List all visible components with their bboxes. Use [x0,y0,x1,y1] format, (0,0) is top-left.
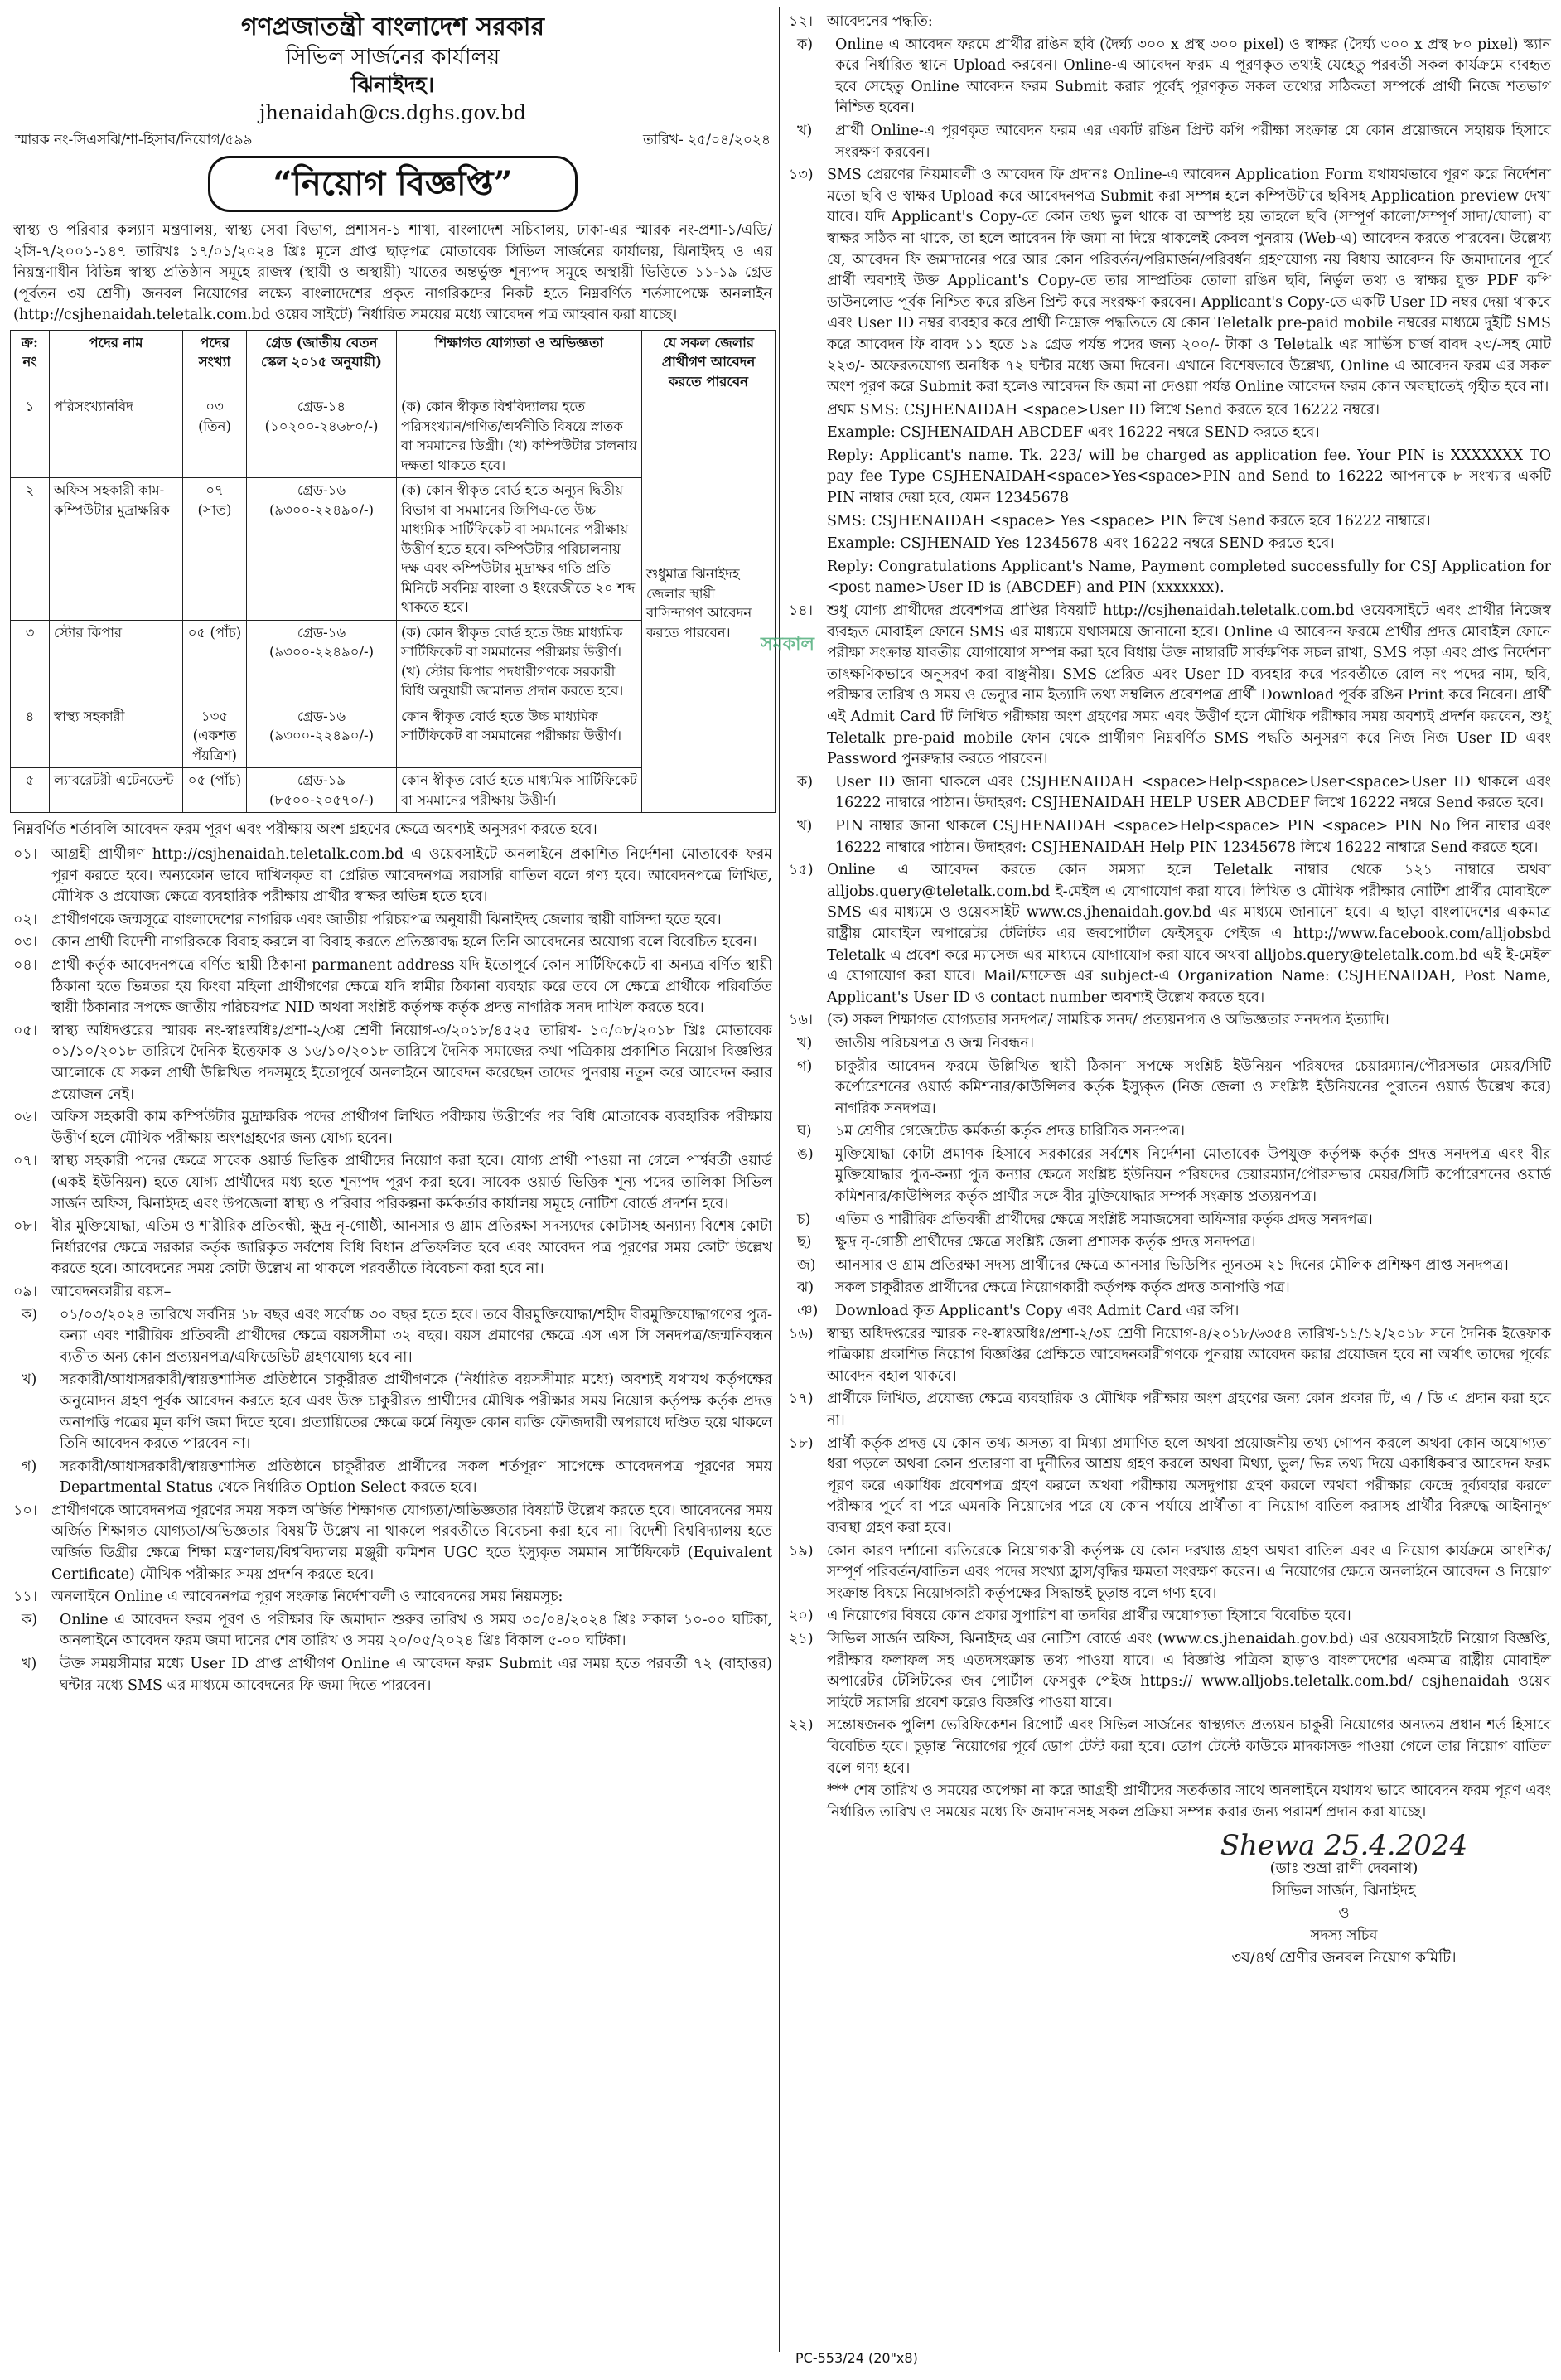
condition-text: ১ম শ্রেণীর গেজেটেড কর্মকর্তা কর্তৃক প্রদত্ত চারিত্রিক সনদপত্র। [835,1123,1186,1140]
condition-number [789,511,827,533]
condition-number: খ) [797,817,813,834]
condition-number: ১২। [789,13,813,30]
cell-count: ০৭ (সাত) [183,478,247,621]
left-conditions-list [10,844,776,1696]
cell-count: ১৩৫ (একশত পঁয়ত্রিশ) [183,704,247,768]
condition-item [789,557,1551,599]
condition-text: PIN নাম্বার জানা থাকলে CSJHENAIDAH <space>Help<space> PIN <space> PIN No পিন নাম্বার এবং 16222 নাম্বারে পাঠান। উদাহরণ: CSJHENAIDAH Help PIN 12345678 লিখে 16222 নাম্বারে Send করতে হবে। [835,817,1551,856]
condition-number: ঙ) [797,1145,814,1163]
condition-number: ২০) [789,1608,814,1625]
condition-number [789,423,827,444]
condition-number: ছ) [797,1234,812,1251]
condition-item [789,1278,1551,1299]
cell-qualification: (ক) কোন স্বীকৃত বোর্ড হতে উচ্চ মাধ্যমিক সার্টিফিকেট বা সমমানের পরীক্ষায় উত্তীর্ণ। (খ) স্টোর কিপার পদধারীগণকে সরকারী বিধি অনুযায়ী জামানত প্রদান করতে হবে। [397,620,642,704]
condition-text: স্বাস্থ্য অধিদপ্তরের স্মারক নং-স্বাঃঅধিঃ/প্রশা-২/৩য় শ্রেণী নিয়োগ-৩/২০১৮/৪৫২৫ তারিখ- ১০/০৮/২০১৮ খ্রিঃ মোতাবেক ০১/১০/২০১৮ তারিখে দৈনিক ইত্তেফাক ও ১৬/১০/২০১৮ তারিখে দৈনিক সমাজের কথা পত্রিকায় প্রকাশিত নিয়োগ বিজ্ঞপ্তির আলোকে যে সকল প্রার্থী উল্লিখিত পদসমূহে ইতোপূর্বে অনলাইনে আবেদন করেছেন তাদের পুনরায় নতুন করে আবেদন করার প্রয়োজন নেই। [51,1022,772,1103]
condition-item [789,1255,1551,1277]
condition-text: প্রার্থী কর্তৃক আবেদনপত্রে বর্ণিত স্থায়ী ঠিকানা parmanent address যদি ইতোপূর্বে কোন সার্টিফিকেটে বা অন্যত্র বর্ণিত স্থায়ী ঠিকানা হতে ভিন্নতর হয় কিংবা মহিলা প্রার্থীগণের ক্ষেত্রে যদি স্বামীর ঠিকানা ব্যবহার করে তবে সে ক্ষেত্রে প্রার্থীকে পরিবর্তিত স্থায়ী ঠিকানার সপক্ষে জাতীয় পরিচয়পত্র NID অথবা সংশ্লিষ্ট কর্তৃপক্ষ কর্তৃক প্রদত্ত নাগরিক সনদ দাখিল করতে হবে। [51,957,772,1017]
cell-grade: গ্রেড-১৬ (৯৩০০-২২৪৯০/-) [247,620,397,704]
condition-item [789,1121,1551,1143]
office-name: সিভিল সার্জনের কার্যালয় [285,45,500,70]
condition-text: Example: CSJHENAIDAH ABCDEF এবং 16222 নম্বরে SEND করতে হবে। [827,424,1320,442]
column-divider [779,7,780,2352]
government-name: গণপ্রজাতন্ত্রী বাংলাদেশ সরকার [241,12,544,41]
condition-text: প্রার্থী কর্তৃক প্রদত্ত যে কোন তথ্য অসত্য বা মিথ্যা প্রমাণিত হলে অথবা প্রয়োজনীয় তথ্য গোপন করলে অথবা কোন অযোগ্যতা ধরা পড়লে অথবা কোন প্রতারণা বা দুর্নীতির আশ্রয় গ্রহণ করলে অথবা মিথ্যা, ভুল/ ভিন্ন তথ্য দিয়ে একাধিকবার আবেদন ফরম পূরণ করে একাধিক প্রবেশপত্র গ্রহণ করলে অথবা পরীক্ষায় অসদুপায় গ্রহণ করলে অথবা পরীক্ষার কেন্দ্রে দুর্ব্যবহার করলে পরীক্ষার পূর্বে বা পরে এমনকি নিয়োগের পরে যে কোন পর্যায়ে প্রার্থীতা বা নিয়োগ বাতিল করাসহ প্রার্থীর বিরুদ্ধে আইনানুগ ব্যবস্থা গ্রহণ করা হবে। [827,1434,1551,1536]
condition-text: বীর মুক্তিযোদ্ধা, এতিম ও শারীরিক প্রতিবন্ধী, ক্ষুদ্র নৃ-গোষ্ঠী, আনসার ও গ্রাম প্রতিরক্ষা সদস্যদের কোটাসহ অন্যান্য বিশেষ কোটা নির্ধারণের ক্ষেত্রে সরকার কর্তৃক জারিকৃত সর্বশেষ বিধি বিধান প্রতিফলিত হবে এবং আবেদন পত্র পূরণের সময় কোটা উল্লেখ করতে হবে। আবেদনের সময় কোটা উল্লেখ না থাকলে পরবর্তীতে বিবেচনা করা হবে না। [51,1218,772,1278]
condition-text: Online এ আবেদন করতে কোন সমস্যা হলে Teletalk নাম্বার থেকে ১২১ নাম্বারে অথবা alljobs.query@teletalk.com.bd ই-মেইল এ যোগাযোগ করা যাবে। লিখিত ও মৌখিক পরীক্ষার নোটিশ প্রার্থীর মোবাইলে SMS এর মাধ্যমে ও ওয়েবসাইট www.cs.jhenaidah.gov.bd এর মাধ্যমে জানানো হবে। এ ছাড়া বাংলাদেশের একমাত্র রাষ্ট্রীয় মোবাইল অপারেটর টেলিটক এর জবপোর্টাল ফেইসবুক পেইজ এ http://www.facebook.com/alljobsbd Teletalk এ প্রবেশ করে ম্যাসেজ এর মাধ্যমে যোগাযোগ করা যাবে অথবা alljobs.query@teletalk.com.bd এই ই-মেইল এ যোগাযোগ করা যাবে। Mail/ম্যাসেজ এর subject-এ Organization Name: CSJHENAIDAH, Post Name, Applicant's User ID ও contact number অবশ্যই উল্লেখ করতে হবে। [827,862,1551,1006]
condition-text: (ক) সকল শিক্ষাগত যোগ্যতার সনদপত্র/ সাময়িক সনদ/ প্রত্যয়নপত্র ও অভিজ্ঞতার সনদপত্র ইত্যাদি। [827,1012,1389,1029]
condition-item [789,772,1551,815]
condition-text: চাকুরীর আবেদন ফরমে উল্লিখিত স্থায়ী ঠিকানা সপক্ষে সংশ্লিষ্ট ইউনিয়ন পরিষদের চেয়ারম্যান/পৌরসভার মেয়র/সিটি কর্পোরেশনের ওয়ার্ড কমিশনার/কাউন্সিলর কর্তৃক ইস্যুকৃত (নিজ জেলা ও সংশ্লিষ্ট ইউনিয়নের পুরাতন ওয়ার্ড উল্লেখ করে) নাগরিক সনদপত্র। [835,1057,1551,1117]
condition-item [13,1021,772,1105]
col-header-count: পদের সংখ্যা [183,330,247,394]
condition-item [13,1457,772,1499]
cell-sl: ৩ [11,620,50,704]
condition-item [789,165,1551,399]
condition-item [789,1232,1551,1254]
cell-sl: ৫ [11,768,50,813]
condition-item [789,534,1551,555]
condition-text: Reply: Applicant's name. Tk. 223/ will be charged as application fee. Your PIN is XXXXXXX TO pay fee Type CSJHENAIDAH<space>Yes<space>PIN and Send to 16222 আপনাকে ৮ সংখ্যার একটি PIN নাম্বার দেয়া হবে, যেমন 12345678 [827,447,1551,507]
cell-count: ০৩ (তিন) [183,394,247,478]
condition-number [789,1781,827,1823]
condition-number: ১৫) [789,862,814,879]
condition-item [789,35,1551,119]
condition-text: User ID জানা থাকলে এবং CSJHENAIDAH <space>Help<space>User<space>User ID থাকলে এবং 16222 নাম্বারে পাঠান। উদাহরণ: CSJHENAIDAH HELP USER ABCDEF লিখে 16222 নম্বরে Send করতে হবে। [835,773,1551,812]
condition-number: গ) [22,1458,37,1475]
condition-text: সরকারী/আধাসরকারী/স্বায়ত্তশাসিত প্রতিষ্ঠানে চাকুরীরত প্রার্থীদের সকল শর্তপূরণ সাপেক্ষে আবেদনপত্র পূরণের সময় Departmental Status থেকে নির্ধারিত Option Select করতে হবে। [60,1458,772,1497]
condition-item [789,816,1551,859]
condition-number: খ) [797,122,813,139]
office-email: jhenaidah@cs.dghs.gov.bd [259,101,527,124]
condition-item [789,446,1551,510]
signatory-role: সদস্য সচিব [1310,1927,1378,1945]
condition-number: ০৮। [13,1218,37,1236]
condition-number: ০৭। [13,1153,38,1170]
condition-number: ০৯। [13,1283,37,1300]
cell-sl: ১ [11,394,50,478]
cell-post: অফিস সহকারী কাম-কম্পিউটার মুদ্রাক্ষরিক [50,478,183,621]
col-header-district: যে সকল জেলার প্রার্থীগণ আবেদন করতে পারবেন [642,330,776,394]
condition-number: ক) [797,36,814,53]
left-column [10,12,776,2347]
cell-sl: ২ [11,478,50,621]
condition-text: ০১/০৩/২০২৪ তারিখে সর্বনিম্ন ১৮ বছর এবং সর্বোচ্চ ৩০ বছর হতে হবে। তবে বীরমুক্তিযোদ্ধা/শহীদ বীরমুক্তিযোদ্ধাগণের পুত্র-কন্যা এবং শারীরিক প্রতিবন্ধী প্রার্থীদের ক্ষেত্রে বয়সসীমা ৩২ বছর। বয়স প্রমাণের ক্ষেত্রে এস এস সি সনদপত্র/জন্মনিবন্ধন ব্যতীত অন্য কোন প্রত্যয়নপত্র/এফিডেভিট গ্রহণযোগ্য হবে না। [60,1306,772,1366]
cell-qualification: কোন স্বীকৃত বোর্ড হতে মাধ্যমিক সার্টিফিকেট বা সমমানের পরীক্ষায় উত্তীর্ণ। [397,768,642,813]
condition-text: Online এ আবেদন ফরমে প্রার্থীর রঙিন ছবি (দৈর্ঘ্য ৩০০ x প্রস্থ ৩০০ pixel) ও স্বাক্ষর (দৈর্ঘ্য ৩০০ x প্রস্থ ৮০ pixel) স্ক্যান করে নির্ধারিত স্থানে Upload করবেন। Online-এ আবেদন ফরম এ পূরণকৃত তথ্যই যেহেতু পরবর্তী সকল কার্যক্রমে ব্যবহৃত হবে সেহেতু Online আবেদন ফরম Submit করার পূর্বেই পূরণকৃত সকল তথ্যের সঠিকতা সম্পর্কে প্রার্থী নিজে শতভাগ নিশ্চিত হবেন। [835,36,1551,117]
condition-number [789,400,827,422]
condition-item [789,1629,1551,1714]
condition-text: প্রার্থীগণকে জন্মসূত্রে বাংলাদেশের নাগরিক এবং জাতীয় পরিচয়পত্র অনুযায়ী ঝিনাইদহ জেলার স্থায়ী বাসিন্দা হতে হবে। [51,911,722,928]
condition-number: ক) [22,1306,38,1323]
condition-text: কোন কারণ দর্শানো ব্যতিরেকে নিয়োগকারী কর্তৃপক্ষ যে কোন দরখাস্ত গ্রহণ অথবা বাতিল এবং এ নিয়োগ কার্যক্রমে আংশিক/সম্পূর্ণ পরিবর্তন/বাতিল এবং পদের সংখ্যা হ্রাস/বৃদ্ধির ক্ষমতা সংরক্ষণ করেন। এ নিয়োগের ক্ষেত্রে অনলাইনে আবেদন ও নিয়োগ সংক্রান্ত বিষয়ে নিয়োগকারী কর্তৃপক্ষের সিদ্ধান্তই চূড়ান্ত বলে গণ্য হবে। [827,1542,1551,1602]
cell-post: ল্যাবরেটরী এটেনডেন্ট [50,768,183,813]
condition-number: ১১। [13,1589,37,1606]
memo-number: স্মারক নং-সিএসঝি/শা-হিসাব/নিয়োগ/৫৯৯ [15,132,253,148]
memo-date: তারিখ- ২৫/০৪/২০২৪ [642,132,771,148]
condition-item [13,1305,772,1369]
condition-number: গ) [797,1057,813,1075]
conditions-title: নিম্নবর্ণিত শর্তাবলি আবেদন ফরম পূরণ এবং পরীক্ষায় অংশ গ্রহণের ক্ষেত্রে অবশ্যই অনুসরণ করতে হবে। [13,821,597,839]
cell-count: ০৫ (পাঁচ) [183,768,247,813]
condition-number: ঞ) [797,1303,819,1320]
condition-item [13,955,772,1019]
condition-item [13,1501,772,1585]
condition-text: এতিম ও শারীরিক প্রতিবন্ধী প্রার্থীদের ক্ষেত্রে সংশ্লিষ্ট সমাজসেবা অফিসার কর্তৃক প্রদত্ত সনদপত্র। [835,1211,1373,1228]
condition-item [13,1107,772,1149]
condition-number [789,557,827,599]
condition-item [13,910,772,931]
condition-item [789,121,1551,163]
condition-text: এ নিয়োগের বিষয়ে কোন প্রকার সুপারিশ বা তদবির প্রার্থীর অযোগ্যতা হিসাবে বিবেচিত হবে। [827,1608,1351,1625]
cell-sl: ৪ [11,704,50,768]
condition-number: ১৪। [789,602,813,620]
condition-text: Reply: Congratulations Applicant's Name, Payment completed successfully for CSJ Application for <post name>User ID is (ABCDEF) and PIN (xxxxxxx). [827,558,1551,597]
condition-text: প্রার্থীগণকে আবেদনপত্র পূরণের সময় সকল অর্জিত শিক্ষাগত যোগ্যতা/অভিজ্ঞতার বিষয়টি উল্লেখ করতে হবে। আবেদনের সময় অর্জিত শিক্ষাগত যোগ্যতা/অভিজ্ঞতার বিষয়টি উল্লেখ না থাকলে পরবর্তীতে বিবেচনা করা হবে না। বিদেশী বিশ্ববিদ্যালয় হতে অর্জিত ডিগ্রীর ক্ষেত্রে শিক্ষা মন্ত্রণালয়/বিশ্ববিদ্যালয় মঞ্জুরী কমিশন UGC হতে ইস্যুকৃত সমমান সার্টিফিকেট (Equivalent Certificate) মৌখিক পরীক্ষার সময় প্রদর্শন করতে হবে। [51,1502,772,1583]
condition-number [789,446,827,510]
condition-item [789,1434,1551,1540]
condition-text: অফিস সহকারী কাম কম্পিউটার মুদ্রাক্ষরিক পদের প্রার্থীগণ লিখিত পরীক্ষায় উত্তীর্ণের পর বিধি মোতাবেক ব্যবহারিক পরীক্ষায় উত্তীর্ণ হলে মৌখিক পরীক্ষায় অংশগ্রহণের জন্য যোগ্য হবেন। [51,1109,772,1147]
cell-grade: গ্রেড-১৬ (৯৩০০-২২৪৯০/-) [247,704,397,768]
condition-number: ০৪। [13,957,37,975]
condition-item [789,1210,1551,1231]
condition-text: সরকারী/আধাসরকারী/স্বায়ত্তশাসিত প্রতিষ্ঠানে চাকুরীরত প্রার্থীগণকে (নির্ধারিত বয়সসীমার মধ্যে) অবশ্যই যথাযথ কর্তৃপক্ষের অনুমোদন গ্রহণ পূর্বক আবেদন করতে হবে এবং উক্ত চাকুরীরত প্রার্থীদের মৌখিক পরীক্ষার সময় নিয়োগ কর্তৃপক্ষ কর্তৃক প্রদত্ত অনাপত্তি পত্রের মূল কপি জমা দিতে হবে। প্রত্যায়িতের ক্ষেত্রে কর্মে নিযুক্ত কোন ব্যক্তি ফৌজদারী অপরাধে দণ্ডিত হয়ে থাকলে তিনি আবেদন করতে পারবেন না। [60,1371,772,1453]
condition-text: *** শেষ তারিখ ও সময়ের অপেক্ষা না করে আগ্রহী প্রার্থীদের সতর্কতার সাথে অনলাইনে যথাযথ ভাবে আবেদন ফরম পূরণ এবং নির্ধারিত তারিখ ও সময়ের মধ্যে ফি জমাদানসহ সকল প্রক্রিয়া সম্পন্ন করার জন্য পরামর্শ প্রদান করা যাচ্ছে। [827,1783,1551,1821]
condition-number: ১৮) [789,1434,814,1452]
condition-item [13,1151,772,1215]
table-header-row [11,330,776,394]
condition-item [13,1610,772,1652]
condition-item [789,1144,1551,1208]
cell-post: স্বাস্থ্য সহকারী [50,704,183,768]
col-header-grade: গ্রেড (জাতীয় বেতন স্কেল ২০১৫ অনুযায়ী) [247,330,397,394]
condition-text: অনলাইনে Online এ আবেদনপত্র পূরণ সংক্রান্ত নির্দেশাবলী ও আবেদনের সময় নিয়মসূচ: [51,1589,563,1606]
condition-text: সকল চাকুরীরত প্রার্থীদের ক্ষেত্রে নিয়োগকারী কর্তৃপক্ষ কর্তৃক প্রদত্ত অনাপত্তি পত্র। [835,1279,1290,1297]
condition-item [13,1282,772,1304]
print-code: PC-553/24 (20"x8) [795,2350,918,2366]
condition-number: ১৬) [789,1325,814,1342]
condition-item [13,1370,772,1454]
header [10,12,776,126]
condition-number: ক) [22,1611,38,1628]
cell-qualification: (ক) কোন স্বীকৃত বিশ্ববিদ্যালয় হতে পরিসংখ্যান/গণিত/অর্থনীতি বিষয়ে স্নাতক বা সমমানের ডিগ্রী। (খ) কম্পিউটার চালনায় দক্ষতা থাকতে হবে। [397,394,642,478]
condition-item [789,1715,1551,1779]
condition-item [789,1010,1551,1032]
condition-text: জাতীয় পরিচয়পত্র ও জন্ম নিবন্ধন। [835,1034,1034,1052]
condition-text: আগ্রহী প্রার্থীগণ http://csjhenaidah.teletalk.com.bd এ ওয়েবসাইটে অনলাইনে প্রকাশিত নির্দেশনা মোতাবেক ফরম পূরণ করতে হবে। অন্যকোন ভাবে দাখিলকৃত বা প্রেরিত আবেদনপত্র সরাসরি বাতিল বলে গণ্য হবে। আবেদনপত্রে লিখিত, মৌখিক ও প্রযোজ্য ক্ষেত্রে ব্যবহারিক পরীক্ষায় প্রার্থীর স্বাক্ষর অভিন্ন হতে হবে। [51,846,772,906]
signatory-committee: ৩য়/৪র্থ শ্রেণীর জনবল নিয়োগ কমিটি। [1231,1949,1457,1967]
condition-text: Download কৃত Applicant's Copy এবং Admit Card এর কপি। [835,1303,1240,1320]
condition-number: ২২) [789,1717,814,1734]
condition-item [789,1541,1551,1605]
condition-text: আবেদনের পদ্ধতি: [827,13,933,30]
condition-item [13,1217,772,1280]
condition-item [789,12,1551,33]
right-column [785,12,1554,2347]
condition-number: ঘ) [797,1123,812,1140]
cell-grade: গ্রেড-১৯ (৮৫০০-২০৫৭০/-) [247,768,397,813]
cell-qualification: (ক) কোন স্বীকৃত বোর্ড হতে অন্যূন দ্বিতীয় বিভাগ বা সমমানের জিপিএ-তে উচ্চ মাধ্যমিক সার্টিফিকেট বা সমমানের পরীক্ষায় উত্তীর্ণ হতে হবে। কম্পিউটার পরিচালনায় দক্ষ এবং কম্পিউটার মুদ্রাক্ষর গতি প্রতি মিনিটে সর্বনিম্ন বাংলা ও ইংরেজীতে ২০ শব্দ থাকতে হবে। [397,478,642,621]
condition-item [789,860,1551,1009]
cell-grade: গ্রেড-১৬ (৯৩০০-২২৪৯০/-) [247,478,397,621]
condition-number: ১০। [13,1502,37,1519]
col-header-sl: ক্র: নং [11,330,50,394]
cell-post: পরিসংখ্যানবিদ [50,394,183,478]
condition-text: সিভিল সার্জন অফিস, ঝিনাইদহ এর নোটিশ বোর্ডে এবং (www.cs.jhenaidah.gov.bd) এর ওয়েবসাইটে নিয়োগ বিজ্ঞপ্তি, পরীক্ষার ফলাফল সহ এতদসংক্রান্ত তথ্য পাওয়া যাবে। এ বিজ্ঞপ্তি পত্রিকা ছাড়াও বাংলাদেশের একমাত্র রাষ্ট্রীয় মোবাইল অপারেটর টেলিটকের জব পোর্টাল ফেসবুক পেইজ https:// www.alljobs.teletalk.com.bd/ csjhenaidah ওয়েব সাইটে সরাসরি প্রবেশ করেও বিজ্ঞপ্তি পাওয়া যাবে। [827,1630,1551,1711]
condition-text: আনসার ও গ্রাম প্রতিরক্ষা সদস্য প্রার্থীদের ক্ষেত্রে আনসার ভিডিপির ন্যূনতম ২১ দিনের মৌলিক প্রশিক্ষণ প্রাপ্ত সনদপত্র। [835,1256,1509,1274]
condition-text: আবেদনকারীর বয়স– [51,1283,172,1300]
signatory-and: ও [1338,1904,1350,1923]
condition-item [789,1781,1551,1823]
condition-number: ১৭) [789,1391,814,1408]
condition-text: স্বাস্থ্য অধিদপ্তরের স্মারক নং-স্বাঃঅধিঃ/প্রশা-২/৩য় শ্রেণী নিয়োগ-৪/২০১৮/৬৩৫৪ তারিখ-১১/১২/২০১৮ সনে দৈনিক ইত্তেফাক পত্রিকায় প্রকাশিত নিয়োগ বিজ্ঞপ্তির প্রেক্ষিতে আবেদনকারীগণকে পুনরায় আবেদন করার প্রয়োজন হবে না অর্থাৎ তাদের পূর্বের আবেদন বহাল থাকবে। [827,1325,1551,1385]
condition-text: মুক্তিযোদ্ধা কোটা প্রমাণক হিসাবে সরকারের সর্বশেষ নির্দেশনা মোতাবেক উপযুক্ত কর্তৃপক্ষ কর্তৃক প্রদত্ত সনদপত্র এবং বীর মুক্তিযোদ্ধার পুত্র-কন্যা পুত্র কন্যার ক্ষেত্রে সংশ্লিষ্ট ইউনিয়ন পরিষদের চেয়ারম্যান/পৌরসভার মেয়র/সিটি কর্পোরেশনের ওয়ার্ড কমিশনার/কাউন্সিলর কর্তৃক প্রার্থীর সঙ্গে বীর মুক্তিযোদ্ধার সম্পর্ক সংক্রান্ত প্রত্যয়নপত্র। [835,1145,1551,1206]
condition-text: SMS প্রেরণের নিয়মাবলী ও আবেদন ফি প্রদানঃ Online-এ আবেদন Application Form যথাযথভাবে পূরণ করে নির্দেশনা মতো ছবি ও স্বাক্ষর Upload করে আবেদনপত্র Submit করা সম্পন্ন হলে কম্পিউটারে ছবিসহ Application preview দেখা যাবে। যদি Applicant's Copy-তে কোন তথ্য ভুল থাকে বা অস্পষ্ট হয় তাহলে ছবি (সম্পূর্ণ কালো/সম্পূর্ণ সাদা/ঘোলা) বা স্বাক্ষর সঠিক না থাকে, তা হলে আবেদন ফি জমা না দিয়ে থাকলেই কেবল পুনরায় (Web-এ) আবেদন করতে পারবেন। উল্লেখ্য যে, আবেদন ফি জমাদানের পরে আর কোন পরিবর্তন/পরিমার্জন/পরিবর্ধন গ্রহণযোগ্য নয় বিধায় আবেদন ফি জমাদানের পূর্বে প্রার্থী অবশ্যই উক্ত Applicant's Copy-তে তার সাম্প্রতিক তোলা রঙিন ছবি, নির্ভুল তথ্য ও স্বাক্ষর যুক্ত PDF কপি ডাউনলোড পূর্বক নিশ্চিত করে রঙিন প্রিন্ট করে সংরক্ষণ করবেন। Applicant's Copy-তে একটি User ID নম্বর দেয়া থাকবে এবং User ID নম্বর ব্যবহার করে প্রার্থী নিম্নোক্ত পদ্ধতিতে যে কোন Teletalk pre-paid mobile নম্বরের মাধ্যমে দুইটি SMS করে আবেদন ফি বাবদ ১১ হতে ১৯ গ্রেড পর্যন্ত পদের জন্য ২০০/- টাকা ও Teletalk এর সার্ভিস চার্জ বাবদ ২৩/-সহ মোট ২২৩/- অফেরতযোগ্য অনধিক ৭২ ঘন্টার মধ্যে জমা দিবেন। এখানে বিশেষভাবে উল্লেখ্য, Online এ আবেদন ফরম এর সকল অংশ পূরণ করে Submit করা হলেও আবেদন ফি জমা না দেওয়া পর্যন্ত Online আবেদন ফরম কোন অবস্থাতেই গৃহীত হবে না। [827,167,1551,396]
condition-text: সন্তোষজনক পুলিশ ভেরিফিকেশন রিপোর্ট এবং সিভিল সার্জনের স্বাস্থ্যগত প্রত্যয়ন চাকুরী নিয়োগের অন্যতম প্রধান শর্ত হিসাবে বিবেচিত হবে। চূড়ান্ত নিয়োগের পূর্বে ডোপ টেস্ট করা হবে। ডোপ টেস্টে কাউকে মাদকাসক্ত পাওয়া গেলে তার নিয়োগ বাতিল বলে গণ্য হবে। [827,1717,1551,1777]
condition-text: SMS: CSJHENAIDAH <space> Yes <space> PIN লিখে Send করতে হবে 16222 নাম্বারে। [827,512,1431,530]
memo-line [15,129,771,151]
intro-paragraph: স্বাস্থ্য ও পরিবার কল্যাণ মন্ত্রণালয়, স্বাস্থ্য সেবা বিভাগ, প্রশাসন-১ শাখা, বাংলাদেশ সচিবালয়, ঢাকা-এর স্মারক নং-প্রশা-১/এডি/২সি-৭/২০০১-১৪৭ তারিখঃ ১৭/০১/২০২৪ খ্রিঃ মূলে প্রাপ্ত ছাড়পত্র মোতাবেক সিভিল সার্জনের কার্যালয়, ঝিনাইদহ ও এর নিয়ন্ত্রণাধীন বিভিন্ন স্বাস্থ্য প্রতিষ্ঠান সমূহে রাজস্ব (স্থায়ী ও অস্থায়ী) খাতের অন্তর্ভুক্ত শূন্যপদ সমূহে অস্থায়ী ভিত্তিতে ১১-১৯ গ্রেড (পূর্বতন ৩য় শ্রেণী) জনবল নিয়োগের লক্ষ্যে বাংলাদেশের প্রকৃত নাগরিকদের নিকট হতে নিম্নবর্ণিত শর্তসাপেক্ষে অনলাইন (http://csjhenaidah.teletalk.com.bd ওয়েব সাইটে) নির্ধারিত সময়ের মধ্যে আবেদন পত্র আহবান করা যাচ্ছে। [13,222,772,324]
signature-block [1133,1829,1554,1969]
condition-number: জ) [797,1256,816,1274]
posts-table [10,330,776,814]
condition-number: ০৫। [13,1022,37,1039]
condition-text: প্রার্থীকে লিখিত, প্রযোজ্য ক্ষেত্রে ব্যবহারিক ও মৌখিক পরীক্ষায় অংশ গ্রহণের জন্য কোন প্রকার টি, এ / ডি এ প্রদান করা হবে না। [827,1391,1551,1429]
condition-item [13,1587,772,1608]
condition-text: প্রথম SMS: CSJHENAIDAH <space>User ID লিখে Send করতে হবে 16222 নম্বরে। [827,401,1380,418]
condition-item [789,601,1551,771]
condition-number: খ) [22,1371,37,1389]
cell-post: স্টোর কিপার [50,620,183,704]
condition-item [789,400,1551,422]
district-name: ঝিনাইদহ। [350,73,435,98]
col-header-post: পদের নাম [50,330,183,394]
handwritten-signature: Shewa 25.4.2024 [1220,1829,1468,1863]
condition-number: ১৯) [789,1542,814,1560]
condition-text: Online এ আবেদন ফরম পূরণ ও পরীক্ষার ফি জমাদান শুরুর তারিখ ও সময় ৩০/০৪/২০২৪ খ্রিঃ সকাল ১০-০০ ঘটিকা, অনলাইনে আবেদন ফরম জমা দানের শেষ তারিখ ও সময় ২০/০৫/২০২৪ খ্রিঃ বিকাল ৫-০০ ঘটিকা। [60,1611,772,1650]
condition-text: স্বাস্থ্য সহকারী পদের ক্ষেত্রে সাবেক ওয়ার্ড ভিত্তিক প্রার্থীদের নিয়োগ করা হবে। যোগ্য প্রার্থী পাওয়া না গেলে পার্শ্ববর্তী ওয়ার্ড (একই ইউনিয়ন) হতে যোগ্য প্রার্থীদের মধ্য হতে শূন্যপদ পূরণ করা হবে। সাবেক ওয়ার্ড ভিত্তিক শূন্য পদের তালিকা সিভিল সার্জন অফিস, ঝিনাইদহ এবং উপজেলা স্বাস্থ্য ও পরিবার পরিকল্পনা কর্মকর্তার কার্যালয় সমূহে নোটিশ বোর্ডে প্রদর্শন হবে। [51,1153,772,1212]
condition-number: ক) [797,773,814,791]
condition-number [789,534,827,555]
condition-number: চ) [797,1211,811,1228]
condition-number: ০৬। [13,1109,38,1126]
condition-item [13,932,772,954]
condition-item [13,1654,772,1696]
condition-number: ঝ) [797,1279,814,1297]
newspaper-watermark: সমকাল [761,634,814,655]
right-conditions-list [785,12,1554,1823]
condition-text: প্রার্থী Online-এ পূরণকৃত আবেদন ফরম এর একটি রঙিন প্রিন্ট কপি পরীক্ষা সংক্রান্ত যে কোন প্রয়োজনে সহায়ক হিসাবে সংরক্ষণ করবেন। [835,122,1551,161]
condition-text: ক্ষুদ্র নৃ-গোষ্ঠী প্রার্থীদের ক্ষেত্রে সংশ্লিষ্ট জেলা প্রশাসক কর্তৃক প্রদত্ত সনদপত্র। [835,1234,1256,1251]
condition-number: ২১) [789,1630,814,1647]
condition-item [789,1301,1551,1323]
condition-number: ১৩) [789,167,814,184]
condition-item [13,844,772,908]
cell-count: ০৫ (পাঁচ) [183,620,247,704]
table-row [11,394,776,478]
condition-text: উক্ত সময়সীমার মধ্যে User ID প্রাপ্ত প্রার্থীগণ Online এ আবেদন ফরম Submit এর সময় হতে পরবর্তী ৭২ (বাহাত্তর) ঘন্টার মধ্যে SMS এর মাধ্যমে আবেদনের ফি জমা দিতে পারবেন। [60,1656,772,1694]
condition-number: ১৬। [789,1012,813,1029]
signatory-title: সিভিল সার্জন, ঝিনাইদহ [1272,1882,1416,1900]
condition-item [789,423,1551,444]
condition-number: ০৩। [13,934,38,951]
condition-text: শুধু যোগ্য প্রার্থীদের প্রবেশপত্র প্রাপ্তির বিষয়টি http://csjhenaidah.teletalk.com.bd ওয়েবসাইটে এবং প্রার্থীর নিজেস্ব ব্যবহৃত মোবাইল ফোনে SMS এর মাধ্যমে যথাসময়ে জানানো হবে। Online এ আবেদন ফরমে প্রার্থীর প্রদত্ত মোবাইল ফোনে পরীক্ষা সংক্রান্ত যাবতীয় যোগাযোগ সম্পন্ন করা হবে বিধায় উক্ত নাম্বারটি সার্বক্ষণিক সচল রাখা, SMS পড়া এবং প্রাপ্ত নির্দেশনা তাৎক্ষণিকভাবে অনুসরণ করা বাঞ্ছনীয়। SMS প্রেরিত এবং User ID ব্যবহার করে পরবর্তীতে রোল নং পদের নাম, ছবি, পরীক্ষার তারিখ ও সময় ও ভেন্যুর নাম ইত্যাদি তথ্য সম্বলিত প্রবেশপত্র প্রার্থী Download পূর্বক রঙিন Print করে নিবেন। প্রার্থী এই Admit Card টি লিখিত পরীক্ষায় অংশ গ্রহণের সময় এবং উত্তীর্ণ হলে মৌখিক পরীক্ষার সময় অবশ্যই প্রদর্শন করবেন, শুধু Teletalk pre-paid mobile ফোন থেকে প্রার্থীগণ নিম্নবর্ণিত SMS পদ্ধতি অনুসরণ করে নিজ নিজ User ID এবং Password পুনরুদ্ধার করতে পারবেন। [827,602,1551,768]
cell-grade: গ্রেড-১৪ (১০২০০-২৪৬৮০/-) [247,394,397,478]
notice-banner: “নিয়োগ বিজ্ঞপ্তি” [208,156,578,212]
condition-item [789,1389,1551,1431]
col-header-qualification: শিক্ষাগত যোগ্যতা ও অভিজ্ঞতা [397,330,642,394]
condition-number: খ) [22,1656,37,1673]
condition-number: খ) [797,1034,813,1052]
condition-item [789,511,1551,533]
condition-number: ০২। [13,911,38,928]
cell-district-note: শুধুমাত্র ঝিনাইদহ জেলার স্থায়ী বাসিন্দাগণ আবেদন করতে পারবেন। [642,394,776,813]
signatory-name: (ডাঃ শুভ্রা রাণী দেবনাথ) [1269,1860,1418,1878]
condition-item [789,1033,1551,1055]
condition-item [789,1057,1551,1120]
condition-item [789,1324,1551,1388]
condition-text: কোন প্রার্থী বিদেশী নাগরিককে বিবাহ করলে বা বিবাহ করতে প্রতিজ্ঞাবদ্ধ হলে তিনি আবেদনের অযোগ্য বলে বিবেচিত হবেন। [51,934,757,951]
condition-text: Example: CSJHENAID Yes 12345678 এবং 16222 নম্বরে SEND করতে হবে। [827,535,1335,553]
condition-number: ০১। [13,846,37,863]
condition-item [789,1606,1551,1628]
cell-qualification: কোন স্বীকৃত বোর্ড হতে উচ্চ মাধ্যমিক সার্টিফিকেট বা সমমানের পরীক্ষায় উত্তীর্ণ। [397,704,642,768]
